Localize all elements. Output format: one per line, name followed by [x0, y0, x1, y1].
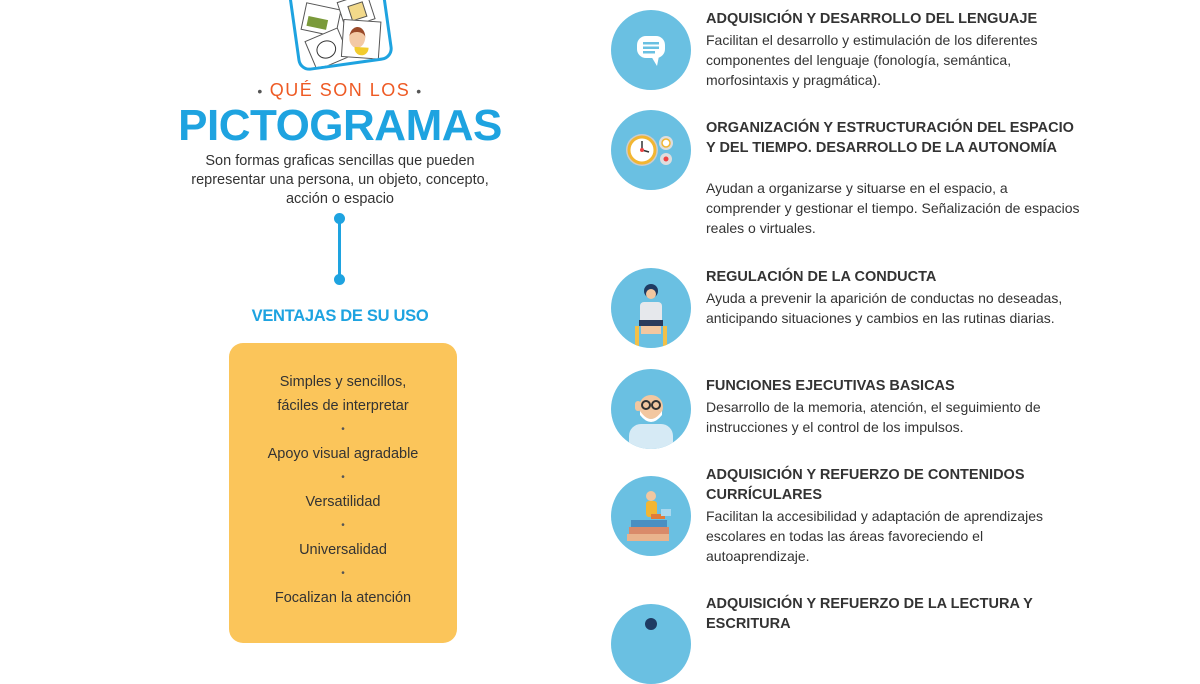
advantage-item: Versatilidad: [305, 494, 381, 510]
advantages-list: [229, 370, 457, 610]
use-title: ORGANIZACIÓN Y ESTRUCTURACIÓN DEL ESPACIO Y DEL TIEMPO. DESARROLLO DE LA AUTONOMÍA: [706, 120, 1074, 156]
connector-bottom-dot: [334, 274, 345, 285]
subtitle-text: QUÉ SON LOS: [269, 80, 411, 100]
elderly-man-icon: [611, 369, 691, 449]
use-title: ADQUISICIÓN Y REFUERZO DE LA LECTURA Y ESCRITURA: [706, 596, 1033, 632]
bullet: •: [257, 83, 264, 99]
use-text: Facilitan la accesibilidad y adaptación de aprendizajes escolares en todas las áreas favoreciendo el autoaprendizaje.: [706, 508, 1043, 564]
separator-dot: •: [341, 568, 345, 579]
use-title: FUNCIONES EJECUTIVAS BASICAS: [706, 378, 955, 394]
advantages-title: VENTAJAS DE SU USO: [251, 307, 429, 325]
use-title: REGULACIÓN DE LA CONDUCTA: [706, 269, 937, 285]
use-text: Ayudan a organizarse y situarse en el espacio, a comprender y gestionar el tiempo. Señalización de espacios reales o virtuales.: [706, 180, 1080, 236]
bullet: •: [416, 83, 423, 99]
use-text: Facilitan el desarrollo y estimulación de los diferentes componentes del lenguaje (fonología, semántica, morfosintaxis y pragmática).: [706, 32, 1038, 88]
subtitle: [170, 80, 510, 101]
advantage-item: Universalidad: [299, 542, 387, 558]
clock-gears-icon: [611, 110, 691, 190]
reading-person-icon: [611, 604, 691, 684]
speech-bubble-icon: [611, 10, 691, 90]
use-title: ADQUISICIÓN Y REFUERZO DE CONTENIDOS CURRÍCULARES: [706, 467, 1025, 503]
description: Son formas graficas sencillas que pueden representar una persona, un objeto, concepto, acción o espacio: [191, 153, 489, 207]
connector-line: [338, 216, 341, 278]
advantage-item: Focalizan la atención: [274, 590, 412, 606]
advantage-item: Apoyo visual agradable: [267, 446, 419, 462]
pictogram-cards-icon: [286, 0, 394, 72]
page-title: PICTOGRAMAS: [178, 101, 502, 150]
seated-woman-icon: [611, 268, 691, 348]
use-text: Ayuda a prevenir la aparición de conductas no deseadas, anticipando situaciones y cambios en las rutinas diarias.: [706, 290, 1063, 326]
separator-dot: •: [341, 520, 345, 531]
student-books-icon: [611, 476, 691, 556]
use-title: ADQUISICIÓN Y DESARROLLO DEL LENGUAJE: [706, 11, 1038, 27]
separator-dot: •: [341, 424, 345, 435]
advantage-item: Simples y sencillos, fáciles de interpretar: [277, 374, 409, 414]
separator-dot: •: [341, 472, 345, 483]
use-text: Desarrollo de la memoria, atención, el seguimiento de instrucciones y el control de los impulsos.: [706, 399, 1041, 435]
